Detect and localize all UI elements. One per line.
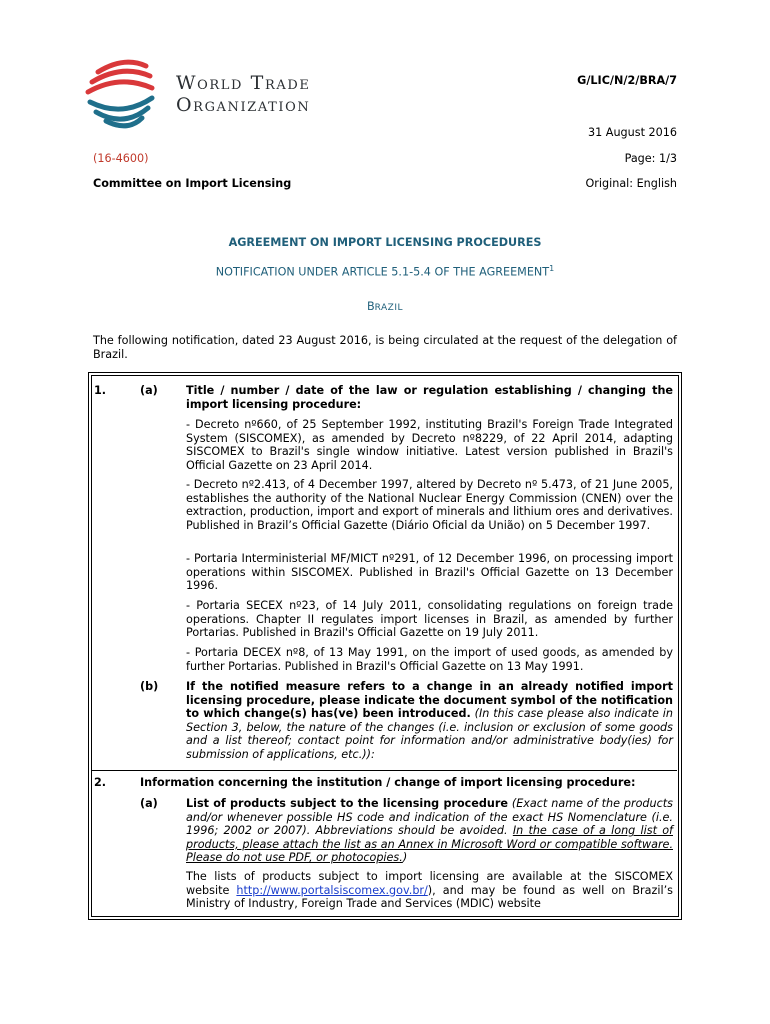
section2-a-body-pre: The lists of products subject to import licensing are available at the SISCOMEX website (186, 870, 673, 897)
section1-number: 1. (94, 384, 107, 397)
section2-a-text (186, 797, 673, 865)
section1-a-item: - Portaria SECEX nº23, of 14 July 2011, consolidating regulations on foreign trade operations. Chapter II regulates import licenses in Brazil, as amended by further Portarias. Published in Brazil's Official Gazette on 19 July 2011. (186, 599, 673, 640)
country-rest: RAZIL (374, 303, 404, 313)
section2-a-italic: (Exact name of the products and/or whenever possible HS code and indication of the exact HS Nomenclature (i.e. 1996; 2002 or 2007). Abbreviations should be avoided. (186, 797, 673, 838)
org-name (176, 72, 376, 116)
org-name-line2: Organization (176, 94, 311, 116)
section1-b-text (186, 680, 673, 762)
country-name (93, 300, 677, 313)
section2-number: 2. (94, 776, 107, 789)
document-ref: (16-4600) (93, 152, 149, 165)
section1-a-heading: Title / number / date of the law or regulation establishing / changing the import licensing procedure: (186, 384, 673, 411)
table-row-divider (91, 770, 677, 771)
main-title: AGREEMENT ON IMPORT LICENSING PROCEDURES (228, 236, 542, 249)
document-symbol: G/LIC/N/2/BRA/7 (577, 74, 677, 87)
document-date: 31 August 2016 (588, 126, 677, 139)
wto-logo-icon (84, 58, 160, 130)
section2-heading: Information concerning the institution / change of import licensing procedure: (140, 776, 636, 789)
footnote-mark: 1 (549, 264, 555, 273)
subtitle (93, 264, 677, 279)
committee-name: Committee on Import Licensing (93, 177, 292, 190)
section1-b-italic: (In this case please also indicate in Section 3, below, the nature of the changes (i.e. inclusion or exclusion of some goods and a list thereof; contact point for information and/or administrative body(ies) for submission of applications, etc.)): (186, 707, 673, 761)
section1-a-item: - Portaria Interministerial MF/MICT nº291, of 12 December 1996, on processing import operations within SISCOMEX. Published in Brazil's Official Gazette on 13 December 1996. (186, 552, 673, 593)
intro-paragraph: The following notification, dated 23 August 2016, is being circulated at the request of the delegation of Brazil. (93, 334, 677, 361)
section1-b-label: (b) (140, 680, 159, 693)
section2-a-body-post: ), and may be found as well on Brazil’s Ministry of Industry, Foreign Trade and Services (MDIC) website (186, 883, 673, 911)
section2-a-label: (a) (140, 797, 158, 810)
original-language: Original: English (585, 177, 677, 190)
siscomex-link[interactable]: http://www.portalsiscomex.gov.br/ (236, 883, 428, 897)
section1-a-item: - Decreto nº2.413, of 4 December 1997, altered by Decreto nº 5.473, of 21 June 2005, establishes the authority of the National Nuclear Energy Commission (CNEN) over the extraction, production, import and export of minerals and lithium ores and derivatives. Published in Brazil’s Official Gazette (Diário Oficial da União) on 5 December 1997. (186, 478, 673, 532)
subtitle-text: NOTIFICATION UNDER ARTICLE 5.1-5.4 OF THE AGREEMENT (215, 265, 550, 279)
country-initial: B (366, 300, 375, 313)
section1-a-item: - Portaria DECEX nº8, of 13 May 1991, on the import of used goods, as amended by further Portarias. Published in Brazil's Official Gazette on 13 May 1991. (186, 646, 673, 673)
section1-b-heading: If the notified measure refers to a change in an already notified import licensing procedure, please indicate the document symbol of the notification to which change(s) has(ve) been introduced. (186, 680, 673, 721)
page-number: Page: 1/3 (624, 152, 677, 165)
section1-a-label: (a) (140, 384, 158, 397)
org-name-line1: World Trade (176, 72, 311, 94)
section2-a-underline: In the case of a long list of products, please attach the list as an Annex in Microsoft Word or compatible software. Please do not use PDF, or photocopies. (186, 824, 673, 865)
section2-a-heading: List of products subject to the licensing procedure (186, 797, 508, 810)
wto-logo (84, 58, 160, 130)
section2-a-body (186, 870, 673, 911)
section2-a-close: ) (402, 851, 408, 865)
section1-a-item: - Decreto nº660, of 25 September 1992, instituting Brazil's Foreign Trade Integrated System (SISCOMEX), as amended by Decreto nº8229, of 22 April 2014, adapting SISCOMEX to Brazil's single window initiative. Latest version published in Brazil's Official Gazette on 23 April 2014. (186, 418, 673, 472)
